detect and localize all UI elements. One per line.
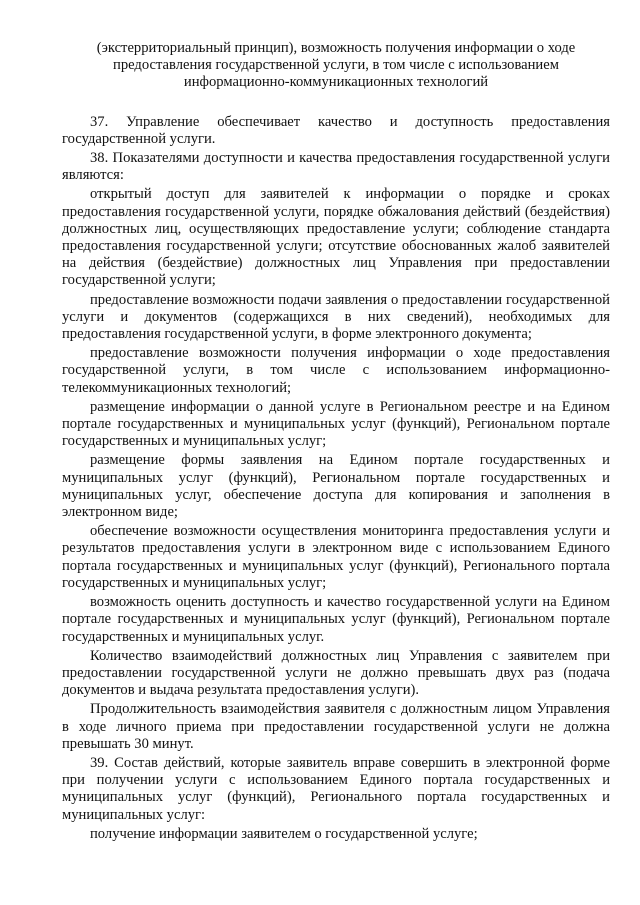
list-item: размещение информации о данной услуге в Региональном реестре и на Едином портале государственных и муниципальных услуг (функций), Региональном портале государственных и муниципальных услуг; <box>62 398 610 450</box>
heading-line: (экстерриториальный принцип), возможность получения информации о ходе <box>96 40 576 56</box>
list-item: возможность оценить доступность и качество государственной услуги на Едином портале государственных и муниципальных услуг (функций), Региональном портале государственных и муниципальных услуг. <box>62 594 610 645</box>
paragraph-38: 38. Показателями доступности и качества предоставления государственной услуги являются: <box>62 150 610 184</box>
section-heading <box>62 40 610 92</box>
heading-line: информационно-коммуникационных технологий <box>183 74 489 91</box>
paragraph-37: 37. Управление обеспечивает качество и доступность предоставления государственной услуги. <box>62 113 610 147</box>
list-item: получение информации заявителем о государственной услуге; <box>90 825 478 842</box>
paragraph: Продолжительность взаимодействия заявителя с должностным лицом Управления в ходе личного приема при предоставлении государственной услуги не должна превышать 30 минут. <box>62 701 610 752</box>
list-item: размещение формы заявления на Едином портале государственных и муниципальных услуг (функций), Региональном портале государственных и муниципальных услуг, обеспечение доступа для копирования и заполнения в электронном виде; <box>62 452 610 521</box>
list-item: обеспечение возможности осуществления мониторинга предоставления услуги и результатов предоставления услуги в электронном виде с использованием Единого портала государственных и муниципальных услуг (функций), Регионального портала государственных и муниципальных услуг; <box>62 523 610 591</box>
paragraph: Количество взаимодействий должностных лиц Управления с заявителем при предоставлении государственной услуги не должно превышать двух раз (подача документов и выдача результата предоставления услуги). <box>62 647 610 699</box>
document-page <box>62 40 610 845</box>
list-item: предоставление возможности получения информации о ходе предоставления государственной услуги, в том числе с использованием информационно-телекоммуникационных технологий; <box>62 345 610 396</box>
list-item: открытый доступ для заявителей к информации о порядке и сроках предоставления государственной услуги, порядке обжалования действий (бездействия) должностных лиц, осуществляющих предоставление услуги; соблюдение стандарта предоставления государственной услуги; отсутствие обоснованных жалоб заявителей на действия (бездействие) должностных лиц Управления при предоставлении государственной услуги; <box>62 186 610 289</box>
paragraph-39: 39. Состав действий, которые заявитель вправе совершить в электронной форме при получении услуги с использованием Единого портала государственных и муниципальных услуг (функций), Регионального портала государственных и муниципальных услуг: <box>62 754 610 823</box>
list-item: предоставление возможности подачи заявления о предоставлении государственной услуги и документов (содержащихся в них сведений), необходимых для предоставления государственной услуги, в форме электронного документа; <box>62 291 610 343</box>
heading-line: предоставления государственной услуги, в том числе с использованием <box>113 57 559 74</box>
